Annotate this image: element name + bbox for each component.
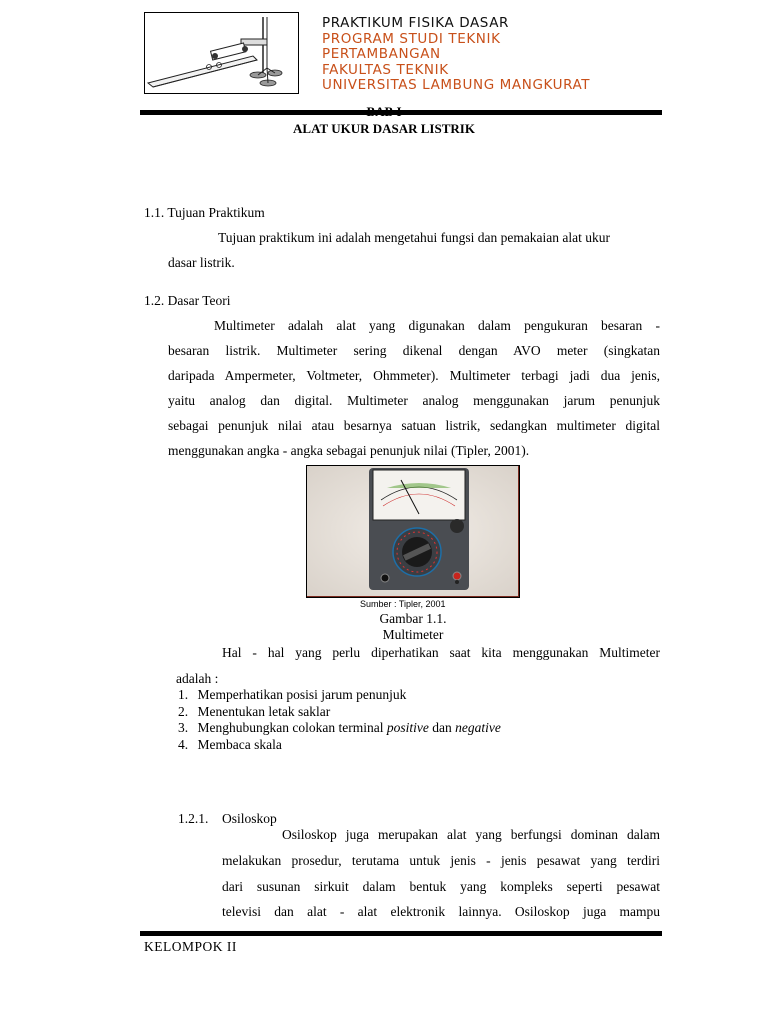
section-heading-tujuan: 1.1. Tujuan Praktikum	[144, 205, 265, 220]
osiloskop-line-3: dari susunan sirkuit dalam bentuk yang kompleks seperti pesawat	[222, 879, 660, 894]
header-course: PRAKTIKUM FISIKA DASAR	[322, 15, 510, 31]
section-heading-dasar-teori: 1.2. Dasar Teori	[144, 293, 231, 308]
list-item	[178, 686, 406, 703]
subsection-heading-osiloskop: Osiloskop	[222, 811, 277, 826]
list-item-text: Menghubungkan colokan terminal	[197, 720, 387, 735]
tujuan-line-2: dasar listrik.	[168, 255, 235, 270]
list-item-text: Menentukan letak saklar	[197, 704, 331, 719]
list-item-number: 4.	[178, 737, 189, 752]
tujuan-line-1: Tujuan praktikum ini adalah mengetahui fungsi dan pemakaian alat ukur	[218, 230, 611, 245]
list-item-number: 3.	[178, 720, 189, 735]
notes-intro-line-1: Hal - hal yang perlu diperhatikan saat kita menggunakan Multimeter	[222, 645, 660, 660]
list-item-text: Memperhatikan posisi jarum penunjuk	[197, 687, 407, 702]
figure-source: Sumber : Tipler, 2001	[360, 599, 446, 609]
figure-number: Gambar 1.1.	[379, 611, 447, 626]
multimeter-icon	[307, 466, 518, 596]
list-item-number: 1.	[178, 687, 189, 702]
footer-group-label: KELOMPOK II	[144, 939, 237, 954]
subsection-number: 1.2.1.	[178, 811, 209, 826]
teori-line-3: daripada Ampermeter, Voltmeter, Ohmmeter). Multimeter terbagi jadi dua jenis,	[168, 368, 660, 383]
osiloskop-line-2: melakukan prosedur, terutama untuk jenis - jenis pesawat yang terdiri	[222, 853, 660, 868]
list-item-text: dan	[428, 720, 456, 735]
header-university: UNIVERSITAS LAMBUNG MANGKURAT	[322, 77, 591, 93]
list-item	[178, 719, 501, 736]
chapter-title: ALAT UKUR DASAR LISTRIK	[293, 121, 475, 136]
teori-line-2: besaran listrik. Multimeter sering dikenal dengan AVO meter (singkatan	[168, 343, 660, 358]
header-department: PERTAMBANGAN	[322, 46, 441, 62]
list-item-emphasis: negative	[455, 720, 501, 735]
notes-intro-line-2: adalah :	[176, 671, 219, 686]
osiloskop-line-1: Osiloskop juga merupakan alat yang berfungsi dominan dalam	[282, 827, 660, 842]
list-item-emphasis: positive	[386, 720, 429, 735]
apparatus-drawing-icon	[145, 13, 297, 92]
header-program: PROGRAM STUDI TEKNIK	[322, 30, 501, 47]
teori-line-1: Multimeter adalah alat yang digunakan dalam pengukuran besaran -	[214, 318, 660, 333]
list-item	[178, 736, 282, 753]
multimeter-photo	[306, 465, 520, 598]
list-item-number: 2.	[178, 704, 189, 719]
chapter-label: BAB I	[366, 104, 402, 119]
header-text-block	[322, 16, 590, 94]
list-item-text: Membaca skala	[197, 737, 282, 752]
osiloskop-line-4: televisi dan alat - alat elektronik lainnya. Osiloskop juga mampu	[222, 904, 660, 919]
list-item	[178, 703, 330, 720]
teori-line-6: menggunakan angka - angka sebagai penunjuk nilai (Tipler, 2001).	[168, 443, 530, 458]
teori-line-4: yaitu analog dan digital. Multimeter analog menggunakan jarum penunjuk	[168, 393, 660, 408]
figure-title: Multimeter	[382, 627, 444, 642]
header-faculty: FAKULTAS TEKNIK	[322, 61, 449, 78]
lab-equipment-illustration	[144, 12, 299, 94]
teori-line-5: sebagai penunjuk nilai atau besarnya satuan listrik, sedangkan multimeter digital	[168, 418, 660, 433]
